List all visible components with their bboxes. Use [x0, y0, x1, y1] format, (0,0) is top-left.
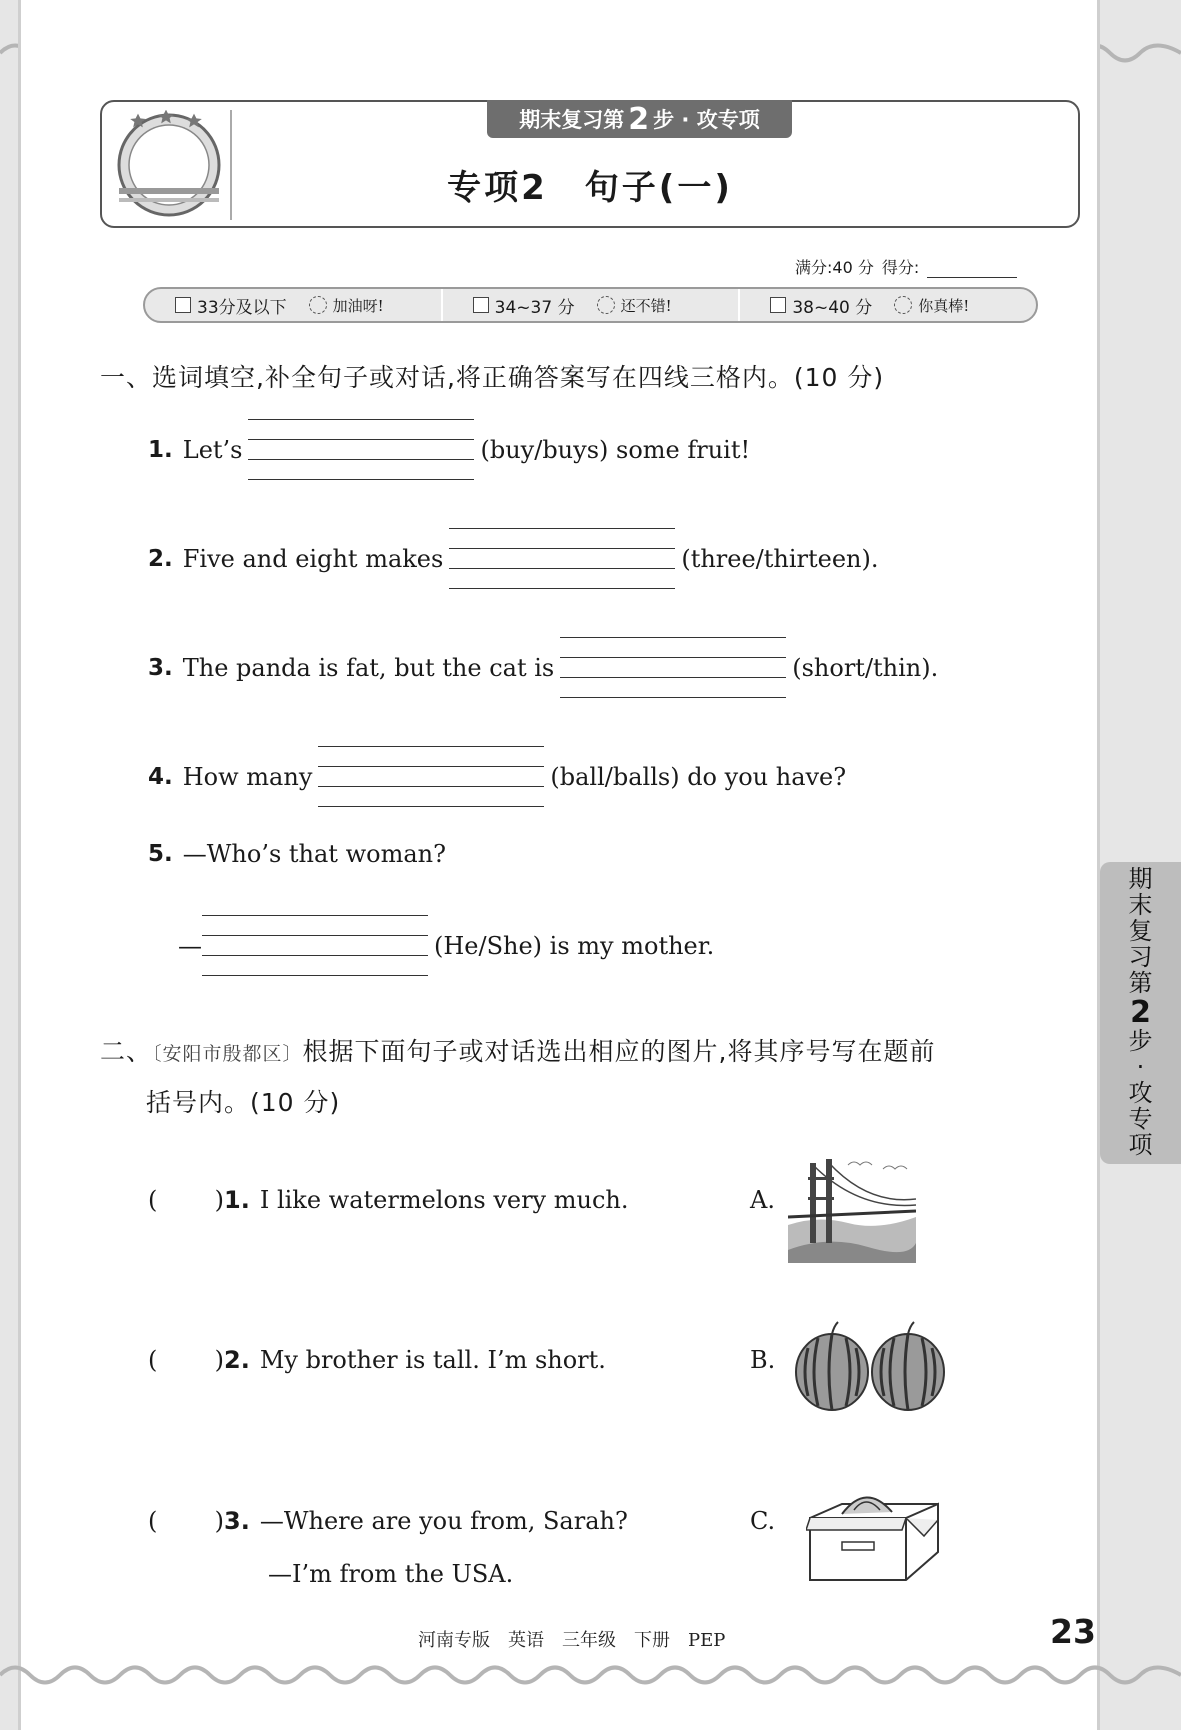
score-segment [145, 289, 441, 321]
watermelons-icon [794, 1320, 946, 1415]
step-suffix: 步 · 攻专项 [653, 108, 760, 132]
checkbox-icon[interactable] [175, 297, 191, 313]
step-prefix: 期末复习第 [519, 108, 625, 132]
section-2-prefix: 二、 [100, 1037, 153, 1066]
answer-parentheses[interactable]: ( ) [148, 1507, 224, 1535]
side-tab-char: 2 [1130, 994, 1151, 1030]
question-2 [148, 526, 879, 592]
question-number: 4. [148, 764, 173, 790]
face-icon [597, 296, 615, 314]
side-chapter-tab [1100, 862, 1181, 1164]
question-text-after: (buy/buys) some fruit! [480, 436, 751, 464]
match-item-1 [148, 1186, 629, 1214]
option-b-label: B. [750, 1346, 776, 1374]
match-item-3 [148, 1507, 628, 1535]
encouragement: 你真棒! [918, 296, 970, 315]
page-title: 专项2 句子(一) [447, 168, 733, 208]
face-icon [309, 296, 327, 314]
item-text: My brother is tall. I’m short. [259, 1346, 606, 1374]
question-text-before: Let’s [182, 436, 243, 464]
score-line [795, 255, 1017, 278]
section-2-heading-text: 根据下面句子或对话选出相应的图片,将其序号写在题前 [302, 1037, 936, 1066]
header-box [100, 100, 1080, 228]
bridge-icon [788, 1155, 916, 1263]
answer-parentheses[interactable]: ( ) [148, 1346, 224, 1374]
page-number: 23 [1050, 1612, 1096, 1651]
item-number: 1. [224, 1186, 250, 1214]
footer-edition: 河南专版 英语 三年级 下册 PEP [418, 1630, 726, 1651]
reply-text-after: (He/She) is my mother. [434, 932, 715, 960]
full-score-label: 满分:40 分 [795, 258, 874, 277]
question-text-after: (ball/balls) do you have? [550, 763, 847, 791]
answer-lines[interactable] [248, 417, 474, 483]
reply-dash: — [178, 932, 202, 960]
question-text: —Who’s that woman? [182, 840, 446, 868]
section-2-heading [100, 1032, 935, 1068]
score-segment [738, 289, 1036, 321]
item-number: 2. [224, 1346, 250, 1374]
ball-in-box-icon [806, 1490, 942, 1585]
match-item-2 [148, 1346, 606, 1374]
score-label: 得分: [881, 258, 920, 277]
side-tab-char: 项 [1128, 1130, 1153, 1159]
question-number: 2. [148, 546, 173, 572]
question-text-before: The panda is fat, but the cat is [182, 654, 555, 682]
question-5-reply [178, 913, 714, 979]
question-number: 1. [148, 437, 173, 463]
side-tab-char: 专 [1128, 1104, 1153, 1133]
question-number: 5. [148, 841, 173, 867]
item-text-line2: —I’m from the USA. [268, 1560, 514, 1588]
side-tab-char: · [1136, 1053, 1145, 1082]
score-range: 38~40 分 [792, 297, 873, 318]
question-text-after: (short/thin). [792, 654, 939, 682]
item-number: 3. [224, 1507, 250, 1535]
question-1 [148, 417, 750, 483]
answer-lines[interactable] [318, 744, 544, 810]
encouragement: 加油呀! [332, 296, 384, 315]
answer-parentheses[interactable]: ( ) [148, 1186, 224, 1214]
score-range: 33分及以下 [197, 297, 287, 318]
side-tab-char: 第 [1128, 968, 1153, 997]
step-tab [487, 100, 792, 138]
section-2-heading-line2: 括号内。(10 分) [146, 1088, 341, 1117]
checkbox-icon[interactable] [770, 297, 786, 313]
score-blank[interactable] [927, 260, 1017, 278]
item-text: —Where are you from, Sarah? [259, 1507, 628, 1535]
side-tab-char: 复 [1128, 917, 1153, 946]
question-number: 3. [148, 655, 173, 681]
wavy-border-bottom [0, 1660, 1181, 1690]
side-tab-char: 习 [1128, 942, 1153, 971]
question-text-before: Five and eight makes [182, 545, 444, 573]
region-tag: 〔安阳市殷都区〕 [152, 1043, 303, 1065]
answer-lines[interactable] [449, 526, 675, 592]
match-item-3-line2 [268, 1560, 513, 1588]
score-segment [441, 289, 739, 321]
side-tab-char: 步 [1128, 1027, 1153, 1056]
question-3 [148, 635, 938, 701]
answer-lines[interactable] [560, 635, 786, 701]
option-c-label: C. [750, 1507, 776, 1535]
question-text-before: How many [182, 763, 313, 791]
side-tab-char: 末 [1128, 891, 1153, 920]
side-tab-char: 期 [1128, 865, 1153, 894]
answer-lines[interactable] [202, 913, 428, 979]
side-tab-char: 攻 [1128, 1079, 1153, 1107]
item-text: I like watermelons very much. [259, 1186, 629, 1214]
question-text-after: (three/thirteen). [681, 545, 879, 573]
score-range-bar [143, 287, 1038, 323]
section-1-heading: 一、选词填空,补全句子或对话,将正确答案写在四线三格内。(10 分) [100, 363, 885, 392]
face-icon [894, 296, 912, 314]
encouragement: 还不错! [620, 296, 672, 315]
checkbox-icon[interactable] [473, 297, 489, 313]
question-5 [148, 840, 446, 868]
score-range: 34~37 分 [494, 297, 575, 318]
option-a-label: A. [750, 1186, 775, 1214]
question-4 [148, 744, 846, 810]
step-number: 2 [628, 101, 650, 137]
